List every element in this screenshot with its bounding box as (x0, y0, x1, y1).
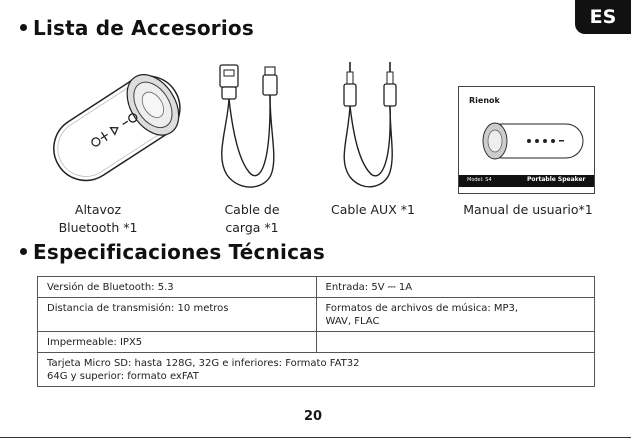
specs-title: Especificaciones Técnicas (33, 240, 325, 264)
caption-charging-cable (197, 201, 307, 237)
bottom-rule (0, 437, 631, 438)
manual-brand: Rienok (469, 96, 500, 105)
table-row (38, 353, 595, 387)
spec-waterproof: Impermeable: IPX5 (38, 332, 317, 353)
caption-speaker (38, 201, 158, 237)
spec-input: Entrada: 5V ⎓ 1A (316, 277, 595, 298)
page-number: 20 (304, 409, 323, 424)
caption-user-manual (455, 201, 601, 219)
caption-speaker-line1: Altavoz (74, 202, 122, 217)
spec-music-formats-line1: Formatos de archivos de música: MP3, (325, 303, 519, 314)
caption-charging-line1: Cable de (224, 202, 280, 217)
spec-bluetooth-version: Versión de Bluetooth: 5.3 (38, 277, 317, 298)
bullet-icon (20, 248, 27, 255)
spec-micro-sd-line2: 64G y superior: formato exFAT (47, 371, 199, 382)
user-manual-illustration (458, 86, 595, 194)
manual-product: Portable Speaker (527, 176, 586, 183)
spec-music-formats (316, 298, 595, 332)
bullet-icon (20, 24, 27, 31)
accessories-title: Lista de Accesorios (33, 16, 254, 40)
table-row (38, 298, 595, 332)
caption-manual-line1: Manual de usuario*1 (463, 202, 593, 217)
caption-aux-line1: Cable AUX *1 (331, 202, 415, 217)
language-badge (575, 0, 631, 34)
specs-table (37, 276, 595, 387)
table-row (38, 332, 595, 353)
spec-empty-cell (316, 332, 595, 353)
specs-heading (20, 240, 325, 264)
aux-cable-illustration (330, 60, 410, 195)
charging-cable-illustration (205, 60, 295, 195)
accessories-heading (20, 16, 254, 40)
caption-aux-cable (318, 201, 428, 219)
spec-transmission-distance: Distancia de transmisión: 10 metros (38, 298, 317, 332)
manual-speaker-icon (481, 119, 586, 163)
table-row (38, 277, 595, 298)
caption-charging-line2: carga *1 (225, 220, 279, 235)
manual-model: Model: S4 (467, 177, 492, 183)
spec-micro-sd (38, 353, 595, 387)
bluetooth-speaker-illustration (38, 56, 188, 196)
spec-micro-sd-line1: Tarjeta Micro SD: hasta 128G, 32G e inferiores: Formato FAT32 (47, 358, 360, 369)
caption-speaker-line2: Bluetooth *1 (58, 220, 138, 235)
language-badge-text: ES (589, 6, 617, 28)
spec-music-formats-line2: WAV, FLAC (325, 316, 380, 327)
